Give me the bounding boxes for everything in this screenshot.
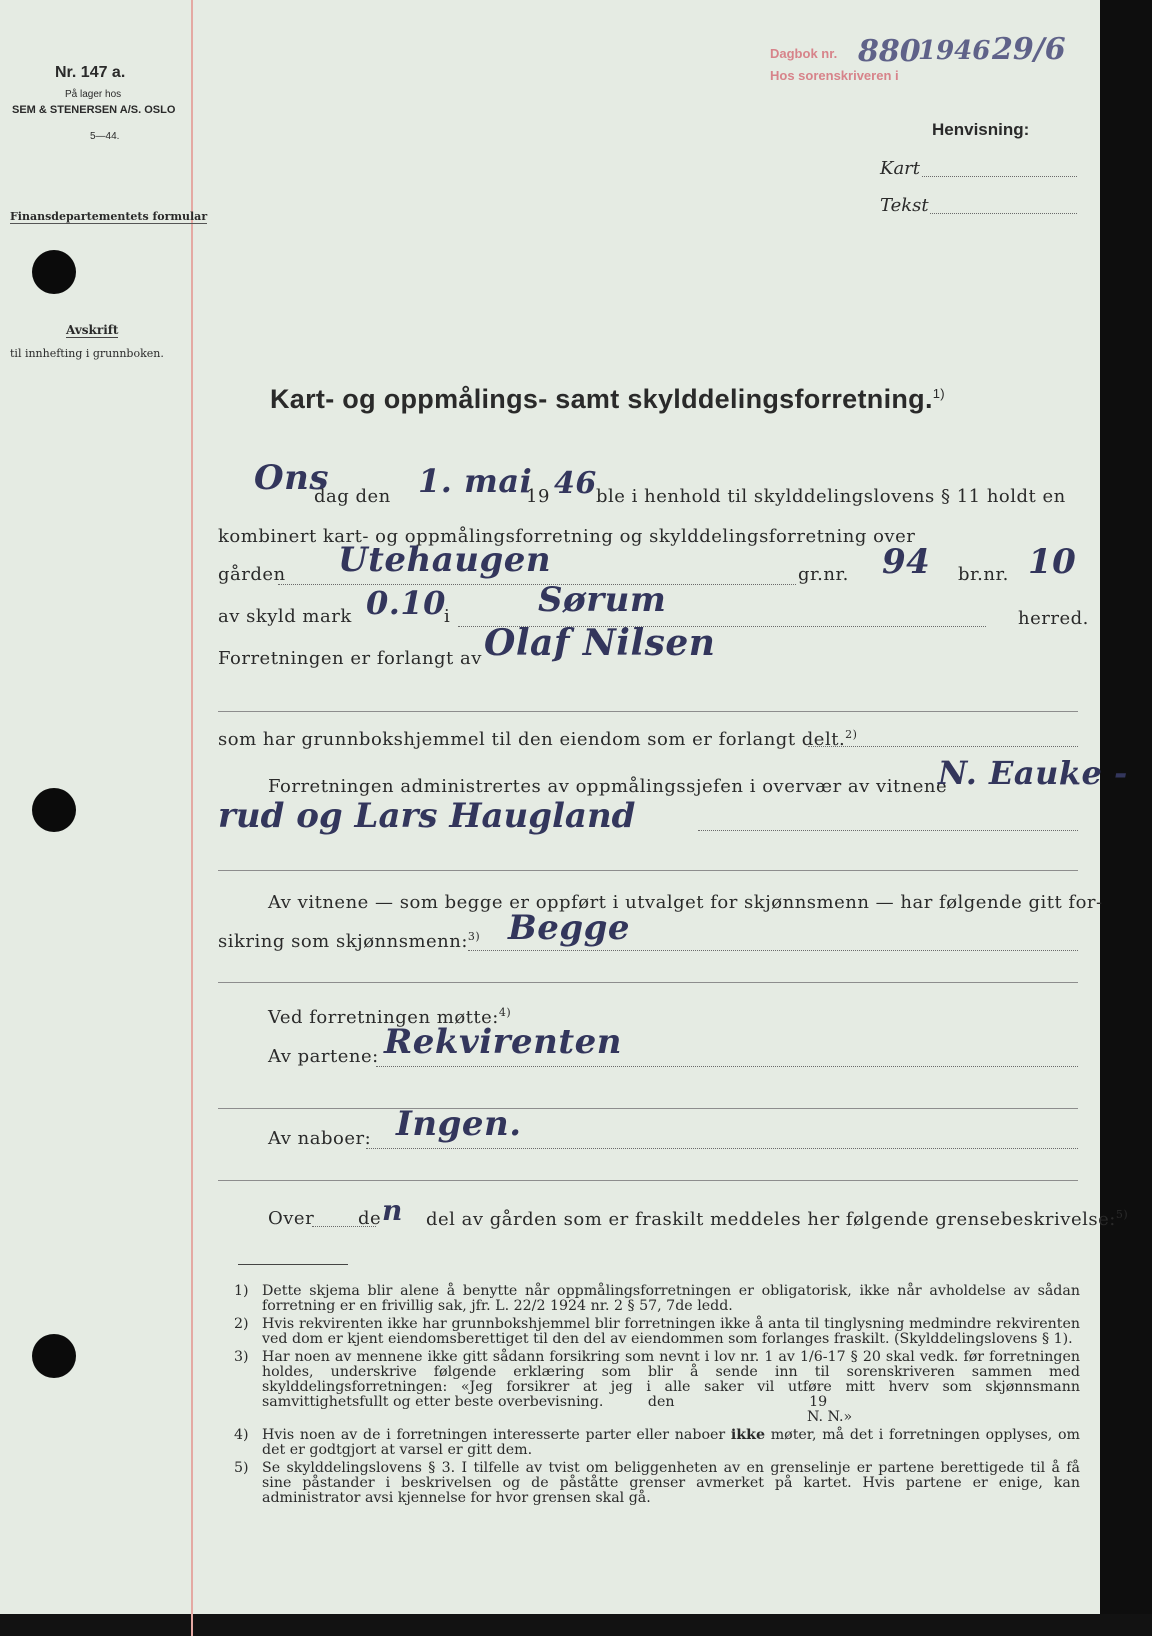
boundary-line <box>268 1194 1129 1240</box>
footnote-4-text-a: Hvis noen av de i forretningen interesserte parter eller naboer <box>262 1427 726 1443</box>
de-value: n <box>382 1194 403 1227</box>
publisher-line1: På lager hos <box>65 89 122 100</box>
title-footnote-mark: 1) <box>932 386 945 401</box>
stamp-line1: Dagbok nr. <box>770 46 838 61</box>
witness-assurance-line1: Av vitnene — som begge er oppført i utvalget for skjønnsmenn — har følgende gitt for- <box>268 892 1103 913</box>
herred-value: Sørum <box>538 580 667 620</box>
date-line <box>218 458 1078 512</box>
reference-tekst-label: Tekst <box>880 195 929 216</box>
footnote-4-mark: 4) <box>234 1427 249 1443</box>
stamp-date: 29/6 <box>992 32 1066 67</box>
assurance-label <box>218 930 480 952</box>
footnote-2-text: Hvis rekvirenten ikke har grunnbokshjemmel blir forretningen ikke å anta til tinglysning medmindre rekvirenten ved dom er kjent eiendomsberettiget til den del av eiendommen som forlanges fraskilt. (Skylddelingslovens § 1). <box>262 1316 1080 1347</box>
neighbours-dotline <box>366 1148 1078 1149</box>
garden-dotline <box>278 584 796 585</box>
formular-label: Finansdepartementets formular <box>10 210 208 223</box>
witness-names-line <box>218 796 1078 846</box>
brnr-value: 10 <box>1028 542 1077 582</box>
footnote-4 <box>234 1427 1080 1458</box>
parties-label: Av partene: <box>268 1046 379 1067</box>
witness-assurance-line2 <box>218 908 1078 962</box>
requester-label: Forretningen er forlangt av <box>218 648 482 669</box>
year-value: 46 <box>554 466 597 501</box>
admin-witness-part2: rud og Lars Haugland <box>218 796 636 836</box>
copy-note: til innhefting i grunnboken. <box>10 347 164 360</box>
date-value: 1. mai <box>418 462 533 500</box>
over-label: Over <box>268 1208 315 1229</box>
de-label: de <box>358 1208 382 1229</box>
footnote-5-text: Se skylddelingslovens § 3. I tilfelle av tvist om beliggenheten av en grenselinje er partene berettigede til å få sine påstander i beskrivelsen og de påståtte grenser avmerket på kartet. Hvis partene er enige, kan administrator avsi kjennelse for hvor grensen skal gå. <box>262 1460 1080 1506</box>
year-prefix: 19 <box>526 486 550 507</box>
footnote-5 <box>234 1460 1080 1506</box>
footnote-3-text: Har noen av mennene ikke gitt sådann forsikring som nevnt i lov nr. 1 av 1/6-17 § 20 skal vedk. før forretningen holdes, underskrive følgende erklæring som blir å sende inn til sorenskriveren sammen med skylddelingsforretningen: «Jeg forsikrer at jeg i alle saker vil utføre mitt hverv som skjønnsmann samvittighetsfullt og etter beste overbevisning. <box>262 1349 1080 1410</box>
dag-den-label: dag den <box>314 486 391 507</box>
title-holder-text: som har grunnbokshjemmel til den eiendom som er forlangt delt. <box>218 729 846 750</box>
admin-text: Forretningen administrertes av oppmålingssjefen i overvær av vitnene <box>268 776 948 797</box>
page-edge <box>1100 0 1152 1636</box>
requester-line <box>218 622 1078 690</box>
witness-dotline <box>698 830 1078 831</box>
date-code: 5—44. <box>90 131 120 142</box>
footnote-1-text: Dette skjema blir alene å benytte når oppmålingsforretningen er obligatorisk, ikke når avholdelse av sådan forretning er en frivillig sak, jfr. L. 22/2 1924 nr. 2 § 57, 7de ledd. <box>262 1283 1080 1314</box>
boundary-text-body: del av gården som er fraskilt meddeles her følgende grensebeskrivelse: <box>426 1209 1116 1230</box>
punch-hole-top <box>32 250 76 294</box>
stamp-year: 1946 <box>918 36 991 66</box>
boundary-text <box>426 1208 1128 1230</box>
footnote-1-mark: 1) <box>234 1283 249 1299</box>
herred-label: herred. <box>1018 608 1089 629</box>
footnotes <box>234 1283 1080 1509</box>
boundary-note: 5) <box>1115 1208 1129 1221</box>
stamp-line2: Hos sorenskriveren i <box>770 68 899 83</box>
neighbours-line <box>268 1104 1078 1160</box>
skyld-value: 0.10 <box>366 584 446 622</box>
punch-hole-middle <box>32 788 76 832</box>
title-holder-dotline <box>808 746 1078 747</box>
document-title <box>270 384 945 415</box>
punch-hole-bottom <box>32 1334 76 1378</box>
assurance-note: 3) <box>467 930 481 943</box>
garden-label: gården <box>218 564 286 585</box>
assurance-underline <box>218 982 1078 983</box>
neighbours-underline <box>218 1180 1078 1181</box>
footnote-3-mark: 3) <box>234 1349 249 1365</box>
weekday-prefix: Ons <box>254 458 329 498</box>
title-holder-note: 2) <box>845 728 858 741</box>
page-edge-bottom <box>0 1614 1152 1636</box>
publisher-line2: SEM & STENERSEN A/S. OSLO <box>12 104 176 116</box>
witness-underline <box>218 870 1078 871</box>
attendance-note: 4) <box>498 1006 512 1019</box>
reference-kart-label: Kart <box>880 158 921 179</box>
assurance-value: Begge <box>508 908 631 948</box>
garden-value: Utehaugen <box>338 540 552 580</box>
reference-heading: Henvisning: <box>932 120 1030 139</box>
form-number: Nr. 147 a. <box>55 64 126 81</box>
attendance-heading-text: Ved forretningen møtte: <box>268 1007 499 1028</box>
reference-kart-line <box>922 176 1077 177</box>
neighbours-value: Ingen. <box>396 1104 522 1144</box>
footnote-3-year: 19 <box>809 1394 828 1410</box>
footnote-4-text-b: møter, må det i forretningen opplyses, om det er godtgjort at varsel er gitt dem. <box>262 1427 1080 1458</box>
parties-value: Rekvirenten <box>384 1022 622 1062</box>
footnote-1 <box>234 1283 1080 1314</box>
date-line-rest: ble i henhold til skylddelingslovens § 11 holdt en <box>596 486 1066 507</box>
title-text: Kart- og oppmålings- samt skylddelingsforretning. <box>270 384 933 414</box>
parties-line <box>268 1022 1078 1076</box>
requester-underline <box>218 711 1078 712</box>
footnote-3 <box>234 1349 1080 1425</box>
requester-value: Olaf Nilsen <box>484 622 716 664</box>
neighbours-label: Av naboer: <box>268 1128 372 1149</box>
stamp-number: 880 <box>858 34 921 69</box>
assurance-label-text: sikring som skjønnsmenn: <box>218 931 468 952</box>
grnr-value: 94 <box>882 542 931 582</box>
parties-underline <box>218 1108 1078 1109</box>
admin-witness-part1: N. Eauke - <box>938 754 1128 792</box>
grnr-label: gr.nr. <box>798 564 849 585</box>
skyld-label: av skyld mark <box>218 606 352 627</box>
footnote-4-bold: ikke <box>730 1427 765 1443</box>
copy-title: Avskrift <box>66 323 119 337</box>
reference-tekst-line <box>930 213 1077 214</box>
register-stamp <box>770 28 1066 98</box>
footnote-5-mark: 5) <box>234 1460 249 1476</box>
parties-dotline <box>376 1066 1078 1067</box>
brnr-label: br.nr. <box>958 564 1009 585</box>
margin-rule <box>191 0 193 1636</box>
footnote-2-mark: 2) <box>234 1316 249 1332</box>
footnote-3-signature: N. N.» <box>807 1409 853 1425</box>
form-line-2: kombinert kart- og oppmålingsforretning og skylddelingsforretning over <box>218 526 916 547</box>
footnote-separator <box>238 1264 348 1265</box>
footnote-2 <box>234 1316 1080 1347</box>
assurance-dotline <box>468 950 1078 951</box>
i-label: i <box>444 606 451 627</box>
footnote-3-den: den <box>647 1394 675 1410</box>
